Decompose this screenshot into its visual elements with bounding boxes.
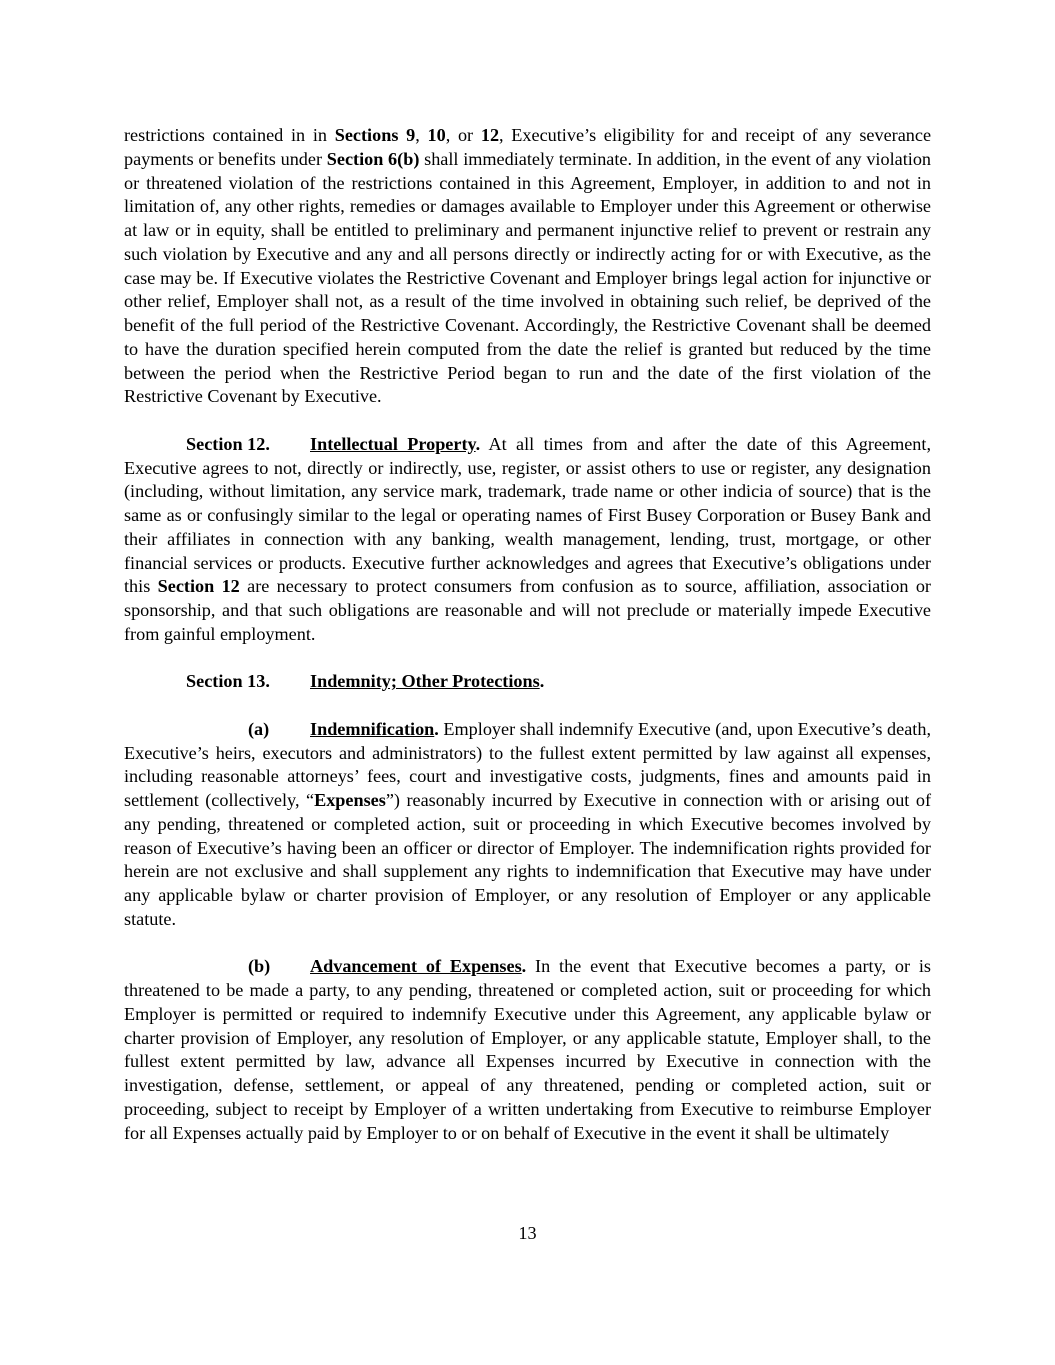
text: Employer shall indemnify Executive (and, upon Executive’s death, Executive’s heirs, executors and administrators) to the fullest extent permitted by law against all expenses, including reasonable attorneys’ fees, court and investigative costs, judgments, fines and amounts paid in settlement (collectively, “ xyxy=(124,718,931,810)
subsection-b-label: (b) xyxy=(248,956,271,977)
text: At all times from and after the date of this Agreement, Executive agrees to not, directly or indirectly, use, register, or assist others to use or register, any designation (including, without limitation, any service mark, trademark, trade name or other indicia of source) that is the same as or confusingly similar to the legal or operating names of First Busey Corporation or Busey Bank and their affiliates in connection with any banking, wealth management, lending, trust, mortgage, or other financial services or products. Executive further acknowledges and agrees that Executive’s obligations under this xyxy=(124,433,932,597)
section-12-title: Intellectual Property xyxy=(310,433,476,454)
title-period: . xyxy=(475,433,481,454)
bold-ref: 10 xyxy=(427,125,446,145)
text: restrictions contained in in xyxy=(124,125,335,145)
title-period: . xyxy=(539,671,545,692)
title-period: . xyxy=(434,718,439,739)
text: , xyxy=(415,125,428,145)
text: , Executive’s eligibility for and receipt of any severance payments or benefits under xyxy=(124,125,932,169)
text: In the event that Executive becomes a party, or is threatened to be made a party, to any pending, threatened or completed action, suit or proceeding for which Employer is permitted or required to indemnify Executive under this Agreement, any applicable bylaw or charter provision of Employer, any resolution of Employer, or any applicable statute, Employer shall, to the fullest extent permitted by law, advance all Expenses incurred by Executive in connection with the investigation, defense, settlement, or appeal of any threatened, pending or completed action, suit or proceeding, subject to receipt by Employer of a written undertaking from Executive to reimburse Employer for all Expenses actually paid by Employer to or on behalf of Executive in the event it shall be ultimately xyxy=(124,956,931,1143)
bold-ref: Sections 9 xyxy=(334,125,416,145)
subsection-a-paragraph xyxy=(124,718,931,932)
subsection-b-paragraph xyxy=(124,955,931,1145)
bold-defined-term: Expenses xyxy=(314,790,386,810)
subsection-a-title: Indemnification xyxy=(310,718,435,739)
section-13-label: Section 13. xyxy=(186,671,270,692)
subsection-b-title: Advancement of Expenses xyxy=(310,956,522,977)
section-12-paragraph xyxy=(124,433,931,647)
section-12-label: Section 12. xyxy=(186,433,270,454)
page-number: 13 xyxy=(518,1223,537,1243)
document-page xyxy=(124,124,931,1145)
bold-ref: 12 xyxy=(480,125,500,145)
paragraph-restrictive-covenant xyxy=(124,124,931,409)
text: are necessary to protect consumers from confusion as to source, affiliation, association or sponsorship, and that such obligations are reasonable and will not preclude or materially impede Executive from gainful employment. xyxy=(124,576,931,644)
text: , or xyxy=(445,125,481,145)
bold-ref: Section 12 xyxy=(157,576,240,597)
bold-ref: Section 6(b) xyxy=(326,148,420,169)
section-13-title: Indemnity; Other Protections xyxy=(310,671,540,692)
section-13-heading xyxy=(124,670,931,694)
text: ”) reasonably incurred by Executive in connection with or arising out of any pending, threatened or completed action, suit or proceeding in which Executive becomes involved by reason of Executive’s having been an officer or director of Employer. The indemnification rights provided for herein are not exclusive and shall supplement any rights to indemnification that Executive may have under any applicable bylaw or charter provision of Employer, or any resolution of Employer or any applicable statute. xyxy=(124,790,931,929)
subsection-a-label: (a) xyxy=(248,718,270,739)
text: shall immediately terminate. In addition, in the event of any violation or threatened violation of the restrictions contained in this Agreement, Employer, in addition to and not in limitation of, any other rights, remedies or damages available to Employer under this Agreement or otherwise at law or in equity, shall be entitled to preliminary and permanent injunctive relief to prevent or restrain any such violation by Executive and any and all persons directly or indirectly acting for or with Executive, as the case may be. If Executive violates the Restrictive Covenant and Employer brings legal action for injunctive or other relief, Employer shall not, as a result of the time involved in obtaining such relief, be deprived of the benefit of the full period of the Restrictive Covenant. Accordingly, the Restrictive Covenant shall be deemed to have the duration specified herein computed from the date the relief is granted but reduced by the time between the period when the Restrictive Period began to run and the date of the first violation of the Restrictive Covenant by Executive. xyxy=(124,148,932,407)
title-period: . xyxy=(521,956,527,977)
